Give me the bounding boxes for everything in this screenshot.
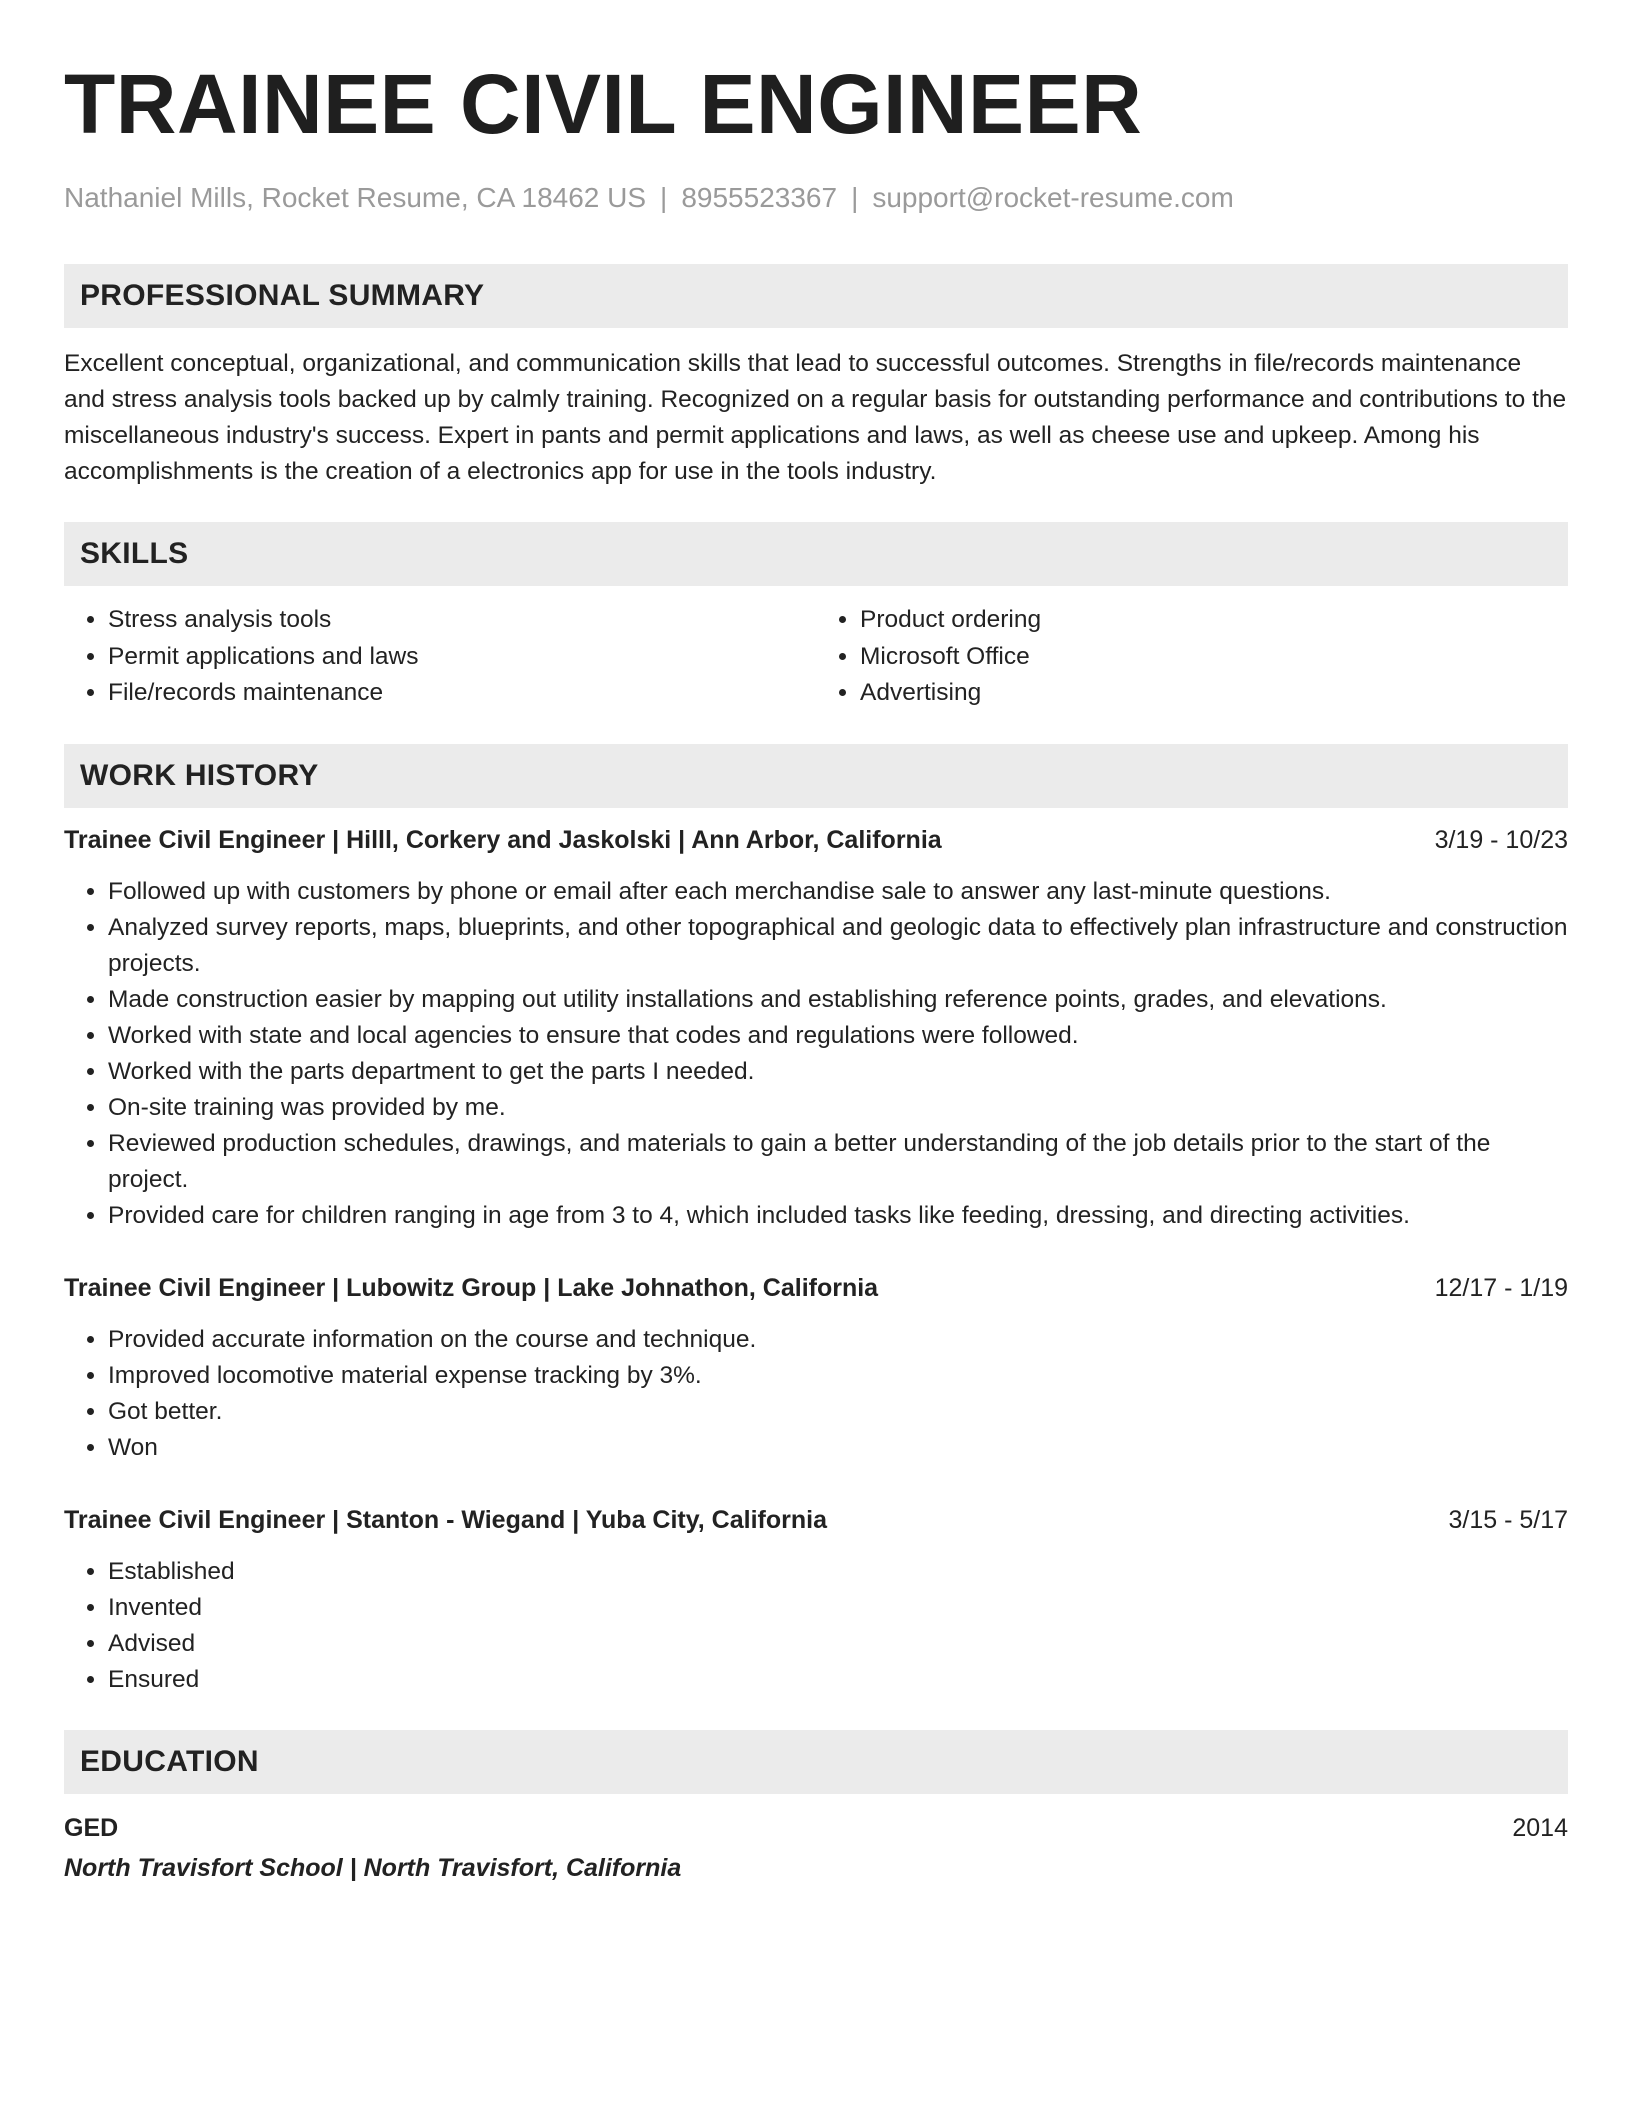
contact-line — [64, 180, 1568, 216]
skill-item: • Microsoft Office — [860, 639, 1568, 676]
job-header — [64, 1270, 1568, 1306]
skill-item: • Permit applications and laws — [108, 639, 816, 676]
skill-item: • Advertising — [860, 675, 1568, 712]
job-dates: 12/17 - 1/19 — [1434, 1273, 1568, 1302]
job-bullet: • Advised — [108, 1626, 1568, 1662]
contact-address: Nathaniel Mills, Rocket Resume, CA 18462 US — [64, 182, 647, 213]
resume-title: TRAINEE CIVIL ENGINEER — [64, 57, 1143, 151]
job-bullet: • Ensured — [108, 1662, 1568, 1698]
job-title: Trainee Civil Engineer | Lubowitz Group | Lake Johnathon, California — [64, 1273, 879, 1302]
job-bullets — [64, 1554, 1568, 1698]
job-bullet: • Followed up with customers by phone or email after each merchandise sale to answer any last-minute questions. — [108, 874, 1568, 910]
job-header — [64, 822, 1568, 858]
contact-email: support@rocket-resume.com — [872, 182, 1234, 213]
job-bullet: • Made construction easier by mapping out utility installations and establishing reference points, grades, and elevations. — [108, 982, 1568, 1018]
work-history-heading: WORK HISTORY — [64, 744, 1568, 808]
job-dates: 3/19 - 10/23 — [1434, 825, 1568, 854]
job-bullet: • Improved locomotive material expense tracking by 3%. — [108, 1358, 1568, 1394]
education-heading: EDUCATION — [64, 1730, 1568, 1794]
job-bullet: • On-site training was provided by me. — [108, 1090, 1568, 1126]
skills-list — [64, 602, 1568, 712]
education-degree: GED — [64, 1813, 119, 1842]
skill-item: • File/records maintenance — [108, 675, 816, 712]
job-title: Trainee Civil Engineer | Hilll, Corkery and Jaskolski | Ann Arbor, California — [64, 825, 942, 854]
job-bullet: • Worked with state and local agencies to ensure that codes and regulations were followed. — [108, 1018, 1568, 1054]
job-bullet: • Won — [108, 1430, 1568, 1466]
job-bullet: • Invented — [108, 1590, 1568, 1626]
job-bullet: • Reviewed production schedules, drawings, and materials to gain a better understanding of the job details prior to the start of the project. — [108, 1126, 1568, 1198]
skill-item: • Stress analysis tools — [108, 602, 816, 639]
job-bullet: • Provided care for children ranging in age from 3 to 4, which included tasks like feeding, dressing, and directing activities. — [108, 1198, 1568, 1234]
skills-heading: SKILLS — [64, 522, 1568, 586]
job-dates: 3/15 - 5/17 — [1448, 1505, 1568, 1534]
job-bullets — [64, 874, 1568, 1234]
skill-item: • Product ordering — [860, 602, 1568, 639]
job-entry — [64, 822, 1568, 1234]
job-title: Trainee Civil Engineer | Stanton - Wiegand | Yuba City, California — [64, 1505, 827, 1534]
contact-phone: 8955523367 — [681, 182, 838, 213]
education-entry — [64, 1810, 1568, 1886]
job-bullet: • Established — [108, 1554, 1568, 1590]
education-header — [64, 1810, 1568, 1846]
job-bullet: • Worked with the parts department to get the parts I needed. — [108, 1054, 1568, 1090]
job-bullet: • Provided accurate information on the course and technique. — [108, 1322, 1568, 1358]
contact-separator: | — [851, 182, 859, 213]
skills-column-left — [64, 602, 816, 712]
education-school: North Travisfort School | North Travisfort, California — [64, 1853, 682, 1882]
job-header — [64, 1502, 1568, 1538]
contact-separator: | — [660, 182, 668, 213]
education-year: 2014 — [1512, 1813, 1568, 1842]
job-bullet: • Got better. — [108, 1394, 1568, 1430]
summary-text: Excellent conceptual, organizational, and communication skills that lead to successful outcomes. Strengths in file/records maintenance and stress analysis tools backed up by calmly training. Recognized on a regular basis for outstanding performance and contributions to the miscellaneous industry's success. Expert in pants and permit applications and laws, as well as cheese use and upkeep. Among his accomplishments is the creation of a electronics app for use in the tools industry. — [64, 350, 1567, 485]
job-bullet: • Analyzed survey reports, maps, blueprints, and other topographical and geologic data to effectively plan infrastructure and construction projects. — [108, 910, 1568, 982]
skills-column-right — [816, 602, 1568, 712]
summary-heading: PROFESSIONAL SUMMARY — [64, 264, 1568, 328]
job-entry — [64, 1502, 1568, 1698]
job-bullets — [64, 1322, 1568, 1466]
job-entry — [64, 1270, 1568, 1466]
